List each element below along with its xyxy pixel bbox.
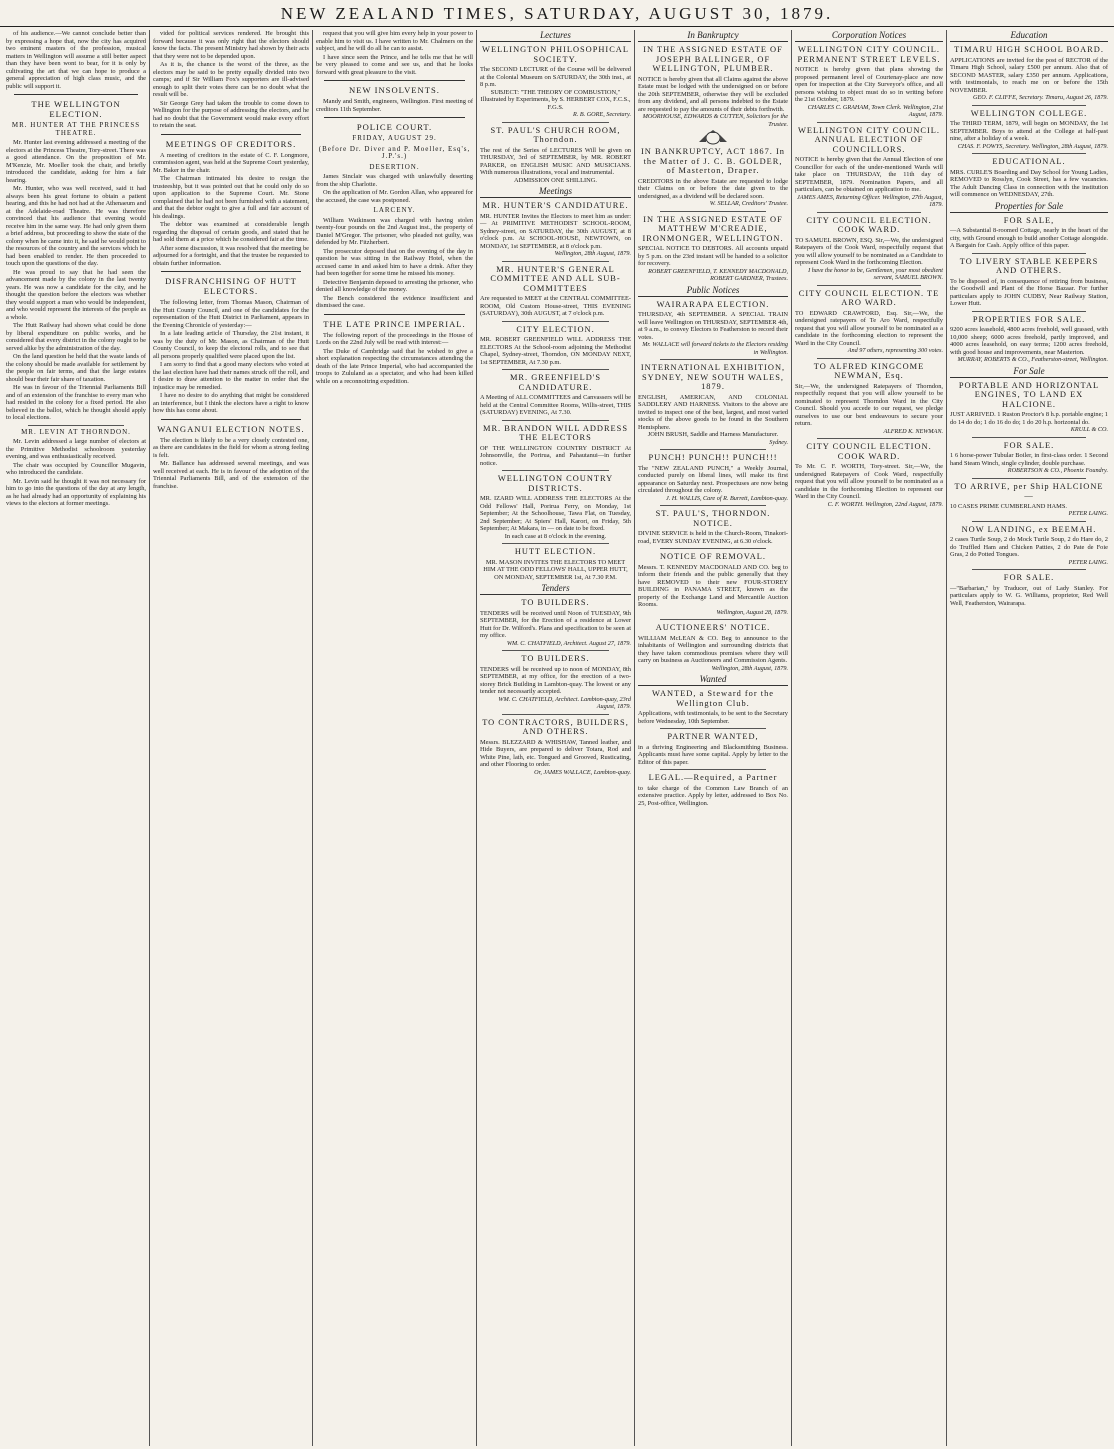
advertisement [795, 362, 943, 436]
divider [972, 478, 1086, 479]
article-paragraph: Mr. Levin said he thought it was not necessary for him to go into the questions of the day at any length, as he had already had an opportunity of explaining his views to the electors at former meetings. [6, 477, 146, 507]
ad-heading: WELLINGTON CITY COUNCIL. ANNUAL ELECTION OF COUNCILLORS. [798, 125, 940, 154]
article-paragraph: Mr. Levin addressed a large number of electors at the Primitive Methodist schoolroom yesterday evening, and was enthusiastically received. [6, 438, 146, 460]
ad-signature: ALFRED K. NEWMAN. [883, 427, 943, 435]
advertisement [638, 215, 788, 283]
ad-heading: TIMARU HIGH SCHOOL BOARD. [954, 45, 1104, 54]
advertisement [480, 126, 631, 185]
divider [324, 80, 465, 81]
ad-heading: PARTNER WANTED, [667, 732, 759, 741]
ad-heading: EDUCATIONAL. [992, 157, 1066, 166]
divider [502, 369, 609, 370]
article-paragraph: The Duke of Cambridge said that he wished to give a short explanation respecting the circumstances attending the death of the late Prince Imperial, who had accompanied the troops to Zululand as a spectator, and who had been killed while on a reconnoitring expedition. [316, 347, 473, 385]
ad-heading: AUCTIONEERS' NOTICE. [655, 623, 771, 632]
advertisement [950, 573, 1108, 607]
advertisement [480, 424, 631, 468]
ad-body: DIVINE SERVICE is held in the Church-Room, Tinakori-road, EVERY SUNDAY EVENING, at 6.30 o'clock. [638, 530, 788, 545]
ad-body: 10 CASES PRIME CUMBERLAND HAMS. [950, 502, 1068, 510]
ad-heading: LEGAL.—Required, a Partner [648, 773, 778, 782]
advertisement [638, 147, 788, 208]
advertisement [950, 315, 1108, 364]
article-headline: MEETINGS OF CREDITORS. [165, 138, 297, 149]
divider [660, 548, 766, 549]
ad-body: 1 6 horse-power Tubular Boiler, in first-class order. 1 Second hand Steam Winch, single cylinder, double purchase. [950, 452, 1108, 467]
ad-body: The THIRD TERM, 1879, will begin on MONDAY, the 1st SEPTEMBER. Boys to attend at the College at half-past nine, after a holiday of a week. [950, 120, 1108, 142]
advertisement [950, 109, 1108, 151]
ad-signature: CHARLES C. GRAHAM, Town Clerk. Wellington, 21st August, 1879. [807, 103, 943, 118]
masthead [0, 0, 1114, 27]
advertisement [795, 216, 943, 282]
article-subheading: (Before Dr. Diver and P. Moeller, Esq's, J.P.'s.) [318, 144, 471, 160]
ad-heading: WANTED, a Steward for the Wellington Club. [652, 689, 774, 708]
advertisement [480, 201, 631, 258]
ad-body: 9200 acres leasehold, 4800 acres freehold, well grassed, with 10,000 sheep; 6000 acres freehold, partly improved, and 4000 acres leasehold, on easy terms; 1200 acres freehold, with good house and improvements, near Masterton. [950, 326, 1108, 356]
article-paragraph: Mr. Hunter, who was well received, said it had always been his great fortune to obtain a patient hearing, and this he had not had at the Athenaeum and at the Adelaide-road Theatre. He was therefore convinced that his audience that evening would receive him in the same way. He had only given them a brief address, but proceeding to show the state of the colony when he came into it, he said he would point to the resources of the country and the services which he had been enabled to render. He then proceeded to touch upon the questions of the day. [6, 185, 146, 267]
article-subheading: MR. LEVIN AT THORNDON. [21, 427, 131, 436]
divider [972, 105, 1086, 106]
divider [502, 470, 609, 471]
ad-body: in a thriving Engineering and Blacksmithing Business. Applicants must have some capital. Apply by letter to the Editor of this paper. [638, 743, 788, 766]
divider [972, 153, 1086, 154]
divider [502, 122, 609, 123]
ad-heading: TO ALFRED KINGCOME NEWMAN, Esq. [813, 361, 925, 380]
divider [817, 285, 921, 286]
advertisement [795, 289, 943, 355]
article-paragraph: On the land question he held that the waste lands of the colony should be made available for settlement by the people on fair terms, and that the large estates should bear their fair share of taxation. [6, 353, 146, 383]
section-header: Wanted [638, 674, 788, 686]
divider [817, 122, 921, 123]
advertisement [480, 325, 631, 367]
article-subheading: MR. HUNTER AT THE PRINCESS THEATRE. [11, 121, 141, 137]
divider [161, 419, 301, 420]
advertisement [638, 773, 788, 807]
ad-heading: MR. HUNTER'S GENERAL COMMITTEE AND ALL SUB-COMMITTEES [490, 264, 621, 293]
divider [817, 358, 921, 359]
ad-body: —"Barbarian," by Traducer, out of Lady Stanley. For particulars apply to W. G. Williams, proprietor, Red Well Well, Featherston, Wairarapa. [950, 584, 1108, 607]
ad-heading: TO ARRIVE, per Ship HALCIONE— [954, 481, 1104, 500]
ad-body: OF THE WELLINGTON COUNTRY DISTRICT At Johnsonville, the Porirua, and Pahautanui—in further notice. [480, 444, 631, 467]
divider [660, 505, 766, 506]
ad-body: SPECIAL NOTICE TO DEBTORS. All accounts unpaid by 5 p.m. on the 23rd instant will be handed to a solicitor for recovery. [638, 245, 788, 267]
ad-signature: KRULL & CO. [1070, 426, 1108, 433]
ad-heading: ST. PAUL'S, THORNDON. NOTICE. [655, 509, 771, 528]
divider [972, 521, 1086, 522]
ad-line: JOHN BRUSH, Saddle and Harness Manufacturer. [647, 431, 779, 438]
advertisement [480, 598, 631, 647]
advertisement [795, 442, 943, 508]
advertisement [950, 257, 1108, 308]
ad-body: APPLICATIONS are invited for the post of RECTOR of the Timaru High School, salary £500 per annum. Also that of SECOND MASTER, salary £350 per annum. Applications, with testimonials, to reach me on or before the 15th NOVEMBER. [950, 56, 1108, 94]
ad-heading: NOW LANDING, ex BEEMAH. [961, 524, 1097, 534]
ad-heading: WELLINGTON COUNTRY DISTRICTS. [497, 474, 614, 493]
divider [28, 425, 124, 426]
advertisement [480, 718, 631, 777]
ad-body: to take charge of the Common Law Branch of an extensive practice. Apply by letter, addressed to Box No. 25, Post-office, Wellington. [638, 784, 788, 807]
ad-heading: MR. GREENFIELD'S CANDIDATURE. [509, 373, 602, 392]
column-2 [150, 30, 313, 1446]
ad-heading: TO LIVERY STABLE KEEPERS AND OTHERS. [959, 256, 1099, 275]
advertisement [950, 157, 1108, 199]
divider [14, 94, 138, 95]
ad-signature: Wellington, 28th August, 1879. [554, 250, 631, 257]
article-headline: DISFRANCHISING OF HUTT ELECTORS. [165, 276, 297, 296]
article-subheading: FRIDAY, AUGUST 29. [352, 134, 437, 142]
article-paragraph: vided for political services rendered. He brought this forward because it was only right that the electors should know the facts. The present Ministry had shown by their acts that they were not to be depended upon. [153, 30, 309, 60]
ad-body: JUST ARRIVED. 1 Ruston Proctor's 8 h.p. portable engine; 1 do 14 do do; 1 do 16 do do; 1 do 20 h.p. horizontal do. [950, 411, 1108, 426]
advertisement [638, 689, 788, 725]
ad-signature: Wellington, August 28, 1879. [716, 608, 788, 616]
column-7 [947, 30, 1111, 1446]
divider [324, 117, 465, 118]
advertisement [480, 45, 631, 119]
ad-signature: And 97 others, representing 300 votes. [847, 347, 943, 354]
ad-heading: MR. HUNTER'S CANDIDATURE. [482, 201, 629, 210]
article-paragraph: The Hutt Railway had shown what could be done by liberal expenditure on public works, and he considered that every district in the colony ought to be served alike by the administration of the day. [6, 322, 146, 352]
column-1 [3, 30, 150, 1446]
divider [660, 211, 766, 212]
article-subheading: LARCENY. [373, 206, 416, 214]
divider [817, 212, 921, 213]
ad-heading: WELLINGTON CITY COUNCIL. PERMANENT STREET LEVELS. [797, 45, 941, 64]
advertisement [638, 552, 788, 616]
masthead-title: NEW ZEALAND TIMES, SATURDAY, AUGUST 30, 1879. [280, 4, 834, 23]
ad-signature: MOORHOUSE, EDWARDS & CUTTEN, Solicitors for the Trustee. [642, 113, 788, 128]
ad-heading: CITY COUNCIL ELECTION. COOK WARD. [806, 215, 932, 234]
advertisement [950, 441, 1108, 475]
article-paragraph: I have since seen the Prince, and he tells me that he will be very pleased to come and see us, and that he looks forward with great pleasure to the visit. [316, 53, 473, 76]
ad-heading: FOR SALE. [1003, 440, 1055, 450]
column-3 [313, 30, 477, 1446]
ad-body: The rest of the Series of LECTURES Will be given on THURSDAY, 3rd of SEPTEMBER, by MR. ROBERT PARKER, on ENGLISH MUSIC AND MUSICIANS. With numerous illustrations, vocal and instrumental. [480, 146, 631, 176]
ad-heading: HUTT ELECTION. [514, 547, 597, 556]
divider [972, 311, 1086, 312]
advertisement [950, 216, 1108, 250]
ad-heading: IN BANKRUPTCY, ACT 1867. In the Matter of J. C. B. GOLDER, of Masterton, Draper. [641, 147, 785, 175]
ad-body: A Meeting of ALL COMMITTEES and Canvassers will be held at the Central Committee Rooms, Willis-street, THIS (SATURDAY) EVENING, At 7.30. [480, 394, 631, 416]
ad-body: NOTICE is hereby given that the Annual Election of one Councillor for each of the under-mentioned Wards will take place on THURSDAY, the 11th day of SEPTEMBER, 1879. Nomination Papers, and all particulars, can be obtained on application to me. [795, 156, 943, 193]
advertisement [638, 45, 788, 128]
article-headline: POLICE COURT. [356, 122, 433, 132]
ad-heading: PUNCH! PUNCH!! PUNCH!!! [648, 453, 778, 462]
advertisement [480, 373, 631, 417]
ad-heading: INTERNATIONAL EXHIBITION, SYDNEY, NEW SOUTH WALES, 1879. [640, 363, 786, 391]
ad-heading: PROPERTIES FOR SALE. [972, 314, 1086, 324]
article-headline: NEW INSOLVENTS. [349, 85, 440, 95]
section-header: Tenders [480, 583, 631, 595]
ad-signature: GEO. F. CLIFFE, Secretary. Timaru, August 26, 1879. [973, 94, 1108, 101]
article-headline: THE WELLINGTON ELECTION. [31, 99, 121, 119]
article-paragraph: The election is likely to be a very closely contested one, as there are candidates in the field for whom a strong feeling is felt. [153, 436, 309, 459]
section-header: Public Notices [638, 285, 788, 297]
ad-line: SUBJECT: "THE THEORY OF COMBUSTION," Illustrated by Experiments, by S. HERBERT COX, F.C.S., F.G.S. [480, 88, 631, 111]
ad-signature: R. B. GORE, Secretary. [572, 111, 631, 118]
article-paragraph: The Chairman intimated his desire to resign the trusteeship, but it was pointed out that he could only do so upon application to the Supreme Court. Mr. Stone complained that he had not been furnished with a statement, and that the debtor ought to give a full and fair account of his dealings. [153, 175, 309, 220]
ad-signature: Mr. WALLACE will forward tickets to the Electors residing in Wellington. [642, 341, 788, 356]
divider [161, 134, 301, 135]
ad-signature: WM. C. CHATFIELD, Architect. Lambton-quay, 23rd August, 1879. [498, 695, 631, 710]
article-text: of his audience.—We cannot conclude better than by expressing a hope that, now the city has acquired two eminent masters of the profession, musical matters in Wellington will assume a still better aspect than they have been wont to bear, for it is only by cultivating the art that we can hope to produce a general appreciation of high class music, and the public will support it. [6, 30, 146, 90]
divider [660, 449, 766, 450]
divider [972, 569, 1086, 570]
advertisement [950, 381, 1108, 434]
divider [660, 769, 766, 770]
advertisement [638, 363, 788, 446]
ad-heading: WAIRARAPA ELECTION. [656, 299, 770, 309]
article-paragraph: The debtor was examined at considerable length regarding the disposal of certain goods, and stated that he had sold them at a price which he considered fair at the time. [153, 221, 309, 243]
ad-heading: ST. PAUL'S CHURCH ROOM, Thorndon. [490, 125, 621, 144]
ad-signature: PETER LAING. [1068, 558, 1108, 566]
royal-crest-icon [689, 130, 737, 145]
ad-heading: TO BUILDERS. [521, 598, 590, 607]
ad-signature: ROBERTSON & CO., Phoenix Foundry. [1007, 467, 1108, 474]
divider [502, 261, 609, 262]
advertisement [950, 482, 1108, 518]
section-header: Education [950, 30, 1108, 42]
ad-heading: TO CONTRACTORS, BUILDERS, AND OTHERS. [482, 717, 629, 736]
ad-body: ENGLISH, AMERICAN, AND COLONIAL SADDLERY AND HARNESS. Visitors to the above are invited to inspect one of the best, largest, and most varied stocks of the above goods to be found in the Southern Hemisphere. [638, 393, 788, 431]
divider [502, 543, 609, 544]
ad-line: ADMISSION ONE SHILLING. [514, 176, 597, 184]
divider [660, 359, 766, 360]
article-paragraph: The chair was occupied by Councillor Mugavin, who introduced the candidate. [6, 461, 146, 476]
divider [660, 728, 766, 729]
section-header: Lectures [480, 30, 631, 42]
column-5 [635, 30, 792, 1446]
advertisement [950, 45, 1108, 102]
section-header: In Bankruptcy [638, 30, 788, 42]
divider [972, 253, 1086, 254]
article-paragraph: As it is, the chance is the worst of the three, as the electors may be said to be pretty equally divided into two camps; and if Sir William Fox's supporters are ill-advised enough to split their votes there can be no doubt what the result will be. [153, 61, 309, 98]
ad-body: WILLIAM McLEAN & CO. Beg to announce to the inhabitants of Wellington and surrounding districts that they have taken commodious premises where they will carry on business as Auctioneers and Commission Agents. [638, 634, 788, 664]
ad-heading: FOR SALE. [1003, 573, 1055, 582]
ad-heading: IN THE ASSIGNED ESTATE OF MATTHEW M'CREADIE, IRONMONGER, WELLINGTON. [642, 214, 784, 243]
ad-body: Messrs. T. KENNEDY MACDONALD AND CO. beg to inform their friends and the public generally that they have REMOVED to their new FOUR-STOREY BUILDING in PANAMA STREET, known as the property of the Exchange Land and Mercantile Auction Rooms. [638, 563, 788, 608]
ad-heading: WELLINGTON PHILOSOPHICAL SOCIETY. [482, 45, 629, 64]
section-header: Corporation Notices [795, 30, 943, 42]
ad-body: To Mr. C. F. WORTH, Tory-street. Sir,—We, the undersigned Ratepayers of Cook Ward, respectfully request that you will allow yourself to be nominated as a candidate in the forthcoming Election to represent our Ward in the City Council. [795, 463, 943, 500]
ad-body: 2 cases Turtle Soup, 2 do Mock Turtle Soup, 2 do Hare do, 2 do Truffled Ham and Chicken Patties, 2 do Pate de Foie Gras, 2 do Potted Tongues. [950, 536, 1108, 558]
article-paragraph: He was proud to say that he had seen the advancement made by the colony in the last twenty years. He was now a candidate for the city, and he thought the question before the electors was whether they would support a man who would be independent, and who would represent the interests of the people as a whole. [6, 268, 146, 321]
ad-signature: CHAS. F. POWYS, Secretary. Wellington, 28th August, 1879. [957, 142, 1108, 150]
section-header: Meetings [480, 186, 631, 198]
advertisement [638, 509, 788, 545]
ad-body: THURSDAY, 4th SEPTEMBER. A SPECIAL TRAIN will leave Wellington on THURSDAY, SEPTEMBER 4th, at 9 a.m., to convey Electors to Featherston to record their votes. [638, 311, 788, 341]
ad-body: Messrs. BLEZZARD & WHISHAW, Tanned leather, and Hide Buyers, are prepared to deliver Totara, Rod and White Pine, lath, etc. Tongued and Grooved, Rusticating, and other Flooring to order. [480, 738, 631, 768]
ad-heading: FOR SALE, [1003, 215, 1055, 225]
ad-signature: I have the honor to be, Gentlemen, your most obedient servant, SAMUEL BROWN. [808, 266, 943, 281]
advertisement [480, 547, 631, 581]
ad-body: MRS. CURLE'S Boarding and Day School for Young Ladies, REMOVED to Rosslyn, Cook Street, has a few vacancies. The Adult Dancing Class in connection with the institution will commence on WEDNESDAY, 27th. [950, 168, 1108, 198]
article-paragraph: William Watkinson was charged with having stolen twenty-four pounds on the 2nd August inst., the property of Daniel M'Gregor. The prisoner, who pleaded not guilty, was defended by Mr. Fitzherbert. [316, 216, 473, 246]
article-paragraph: Mr. Hunter last evening addressed a meeting of the electors at the Princess Theatre, Tory-street. There was a good attendance. On the proposition of Mr. M'Kenzie, Mr. Moeller took the chair, and briefly introduced the candidate, asking for him a fair hearing. [6, 139, 146, 184]
ad-body: Applications, with testimonials, to be sent to the Secretary before Wednesday, 10th September. [638, 710, 788, 725]
advertisement [795, 45, 943, 119]
divider [324, 314, 465, 315]
ad-body: The "NEW ZEALAND PUNCH," a Weekly Journal, conducted purely on liberal lines, will make its first appearance on Saturday next. Prospectuses are now being circulated throughout the colony. [638, 464, 788, 494]
divider [972, 437, 1086, 438]
ad-heading: NOTICE OF REMOVAL. [659, 552, 767, 561]
article-paragraph: In a late leading article of Thursday, the 21st instant, it was by the duty of Mr. Mason, as Chairman of the Hutt County Council, to keep the electoral rolls, and to see that all persons properly qualified were placed upon the list. [153, 330, 309, 360]
ad-body: TENDERS will be received up to noon of MONDAY, 8th SEPTEMBER, at my office, for the erection of a two-storey Brick Building in Lambton-quay. The lowest or any tender not necessarily accepted. [480, 665, 631, 695]
ad-signature: Or, JAMES WALLACE, Lambton-quay. [534, 768, 631, 776]
ad-body: The SECOND LECTURE of the Course will be delivered at the Colonial Museum on SATURDAY, the 30th inst., at 8 p.m. [480, 66, 631, 88]
divider [660, 619, 766, 620]
advertisement [950, 525, 1108, 567]
ad-body: To be disposed of, in consequence of retiring from business, the Goodwill and Plant of the Horse Bazaar. For further particulars apply to JOHN CUDBY, Near Railway Station, Lower Hutt. [950, 277, 1108, 307]
article-paragraph: The prosecutor deposed that on the evening of the day in question he was sitting in the Railway Hotel, when the accused came in and asked him to have a drink. After they had been together for some time he missed his money. [316, 247, 473, 277]
article-paragraph: I have no desire to do anything that might be considered an interference, but I think the electors have a right to know how this has come about. [153, 392, 309, 414]
article-paragraph: I am sorry to find that a good many electors who voted at the last election have had their names struck off the roll, and I desire to draw attention to the matter in order that the injustice may be remedied. [153, 361, 309, 391]
ad-body: TO EDWARD CRAWFORD, Esq. Sir,—We, the undersigned ratepayers of Te Aro Ward, respectfully request that you will allow yourself to be nominated as a candidate in the forthcoming election to represent the Ward in the City Council. [795, 309, 943, 347]
ad-heading: MR. BRANDON WILL ADDRESS THE ELECTORS [483, 423, 628, 442]
columns [3, 30, 1111, 1446]
section-header: Properties for Sale [950, 201, 1108, 213]
ad-signature: ROBERT GREENFIELD, T. KENNEDY MACDONALD, ROBERT GARDNER, Trustees. [648, 267, 788, 282]
ad-body: MR. HUNTER Invites the Electors to meet him as under:— At PRIMITIVE METHODIST SCHOOL-ROOM, Sydney-street, on SATURDAY, the 30th AUGUST, at 8 o'clock p.m. At SCHOOL-HOUSE, NEWTOWN, on MONDAY, 1st SEPTEMBER, at 8 o'clock p.m. [480, 212, 631, 250]
advertisement [638, 300, 788, 357]
ad-heading: WELLINGTON COLLEGE. [970, 108, 1088, 118]
article-paragraph: Detective Benjamin deposed to arresting the prisoner, who denied all knowledge of the money. [316, 278, 473, 293]
ad-heading: CITY COUNCIL ELECTION. COOK WARD. [806, 442, 932, 461]
article-paragraph: request that you will give him every help in your power to enable him to visit us. I have written to Mr. Chalmers on the subject, and he will do all he can to assist. [316, 30, 473, 52]
article-subheading: DESERTION. [369, 162, 420, 171]
advertisement [795, 126, 943, 209]
article-paragraph: On the application of Mr. Gordon Allan, who appeared for the accused, the case was postponed. [316, 189, 473, 204]
article-paragraph: Sir George Grey had taken the trouble to come down to Wellington for the purpose of addressing the electors, and he had no doubt that the Government would make every effort to retain the seat. [153, 99, 309, 129]
ad-body: Sir,—We, the undersigned Ratepayers of Thorndon, respectfully request that you will allow yourself to be nominated to represent Thorndon Ward in the City Council. Should you accede to our request, we pledge ourselves to use our best endeavours to secure your return. [795, 382, 943, 427]
ad-signature: W. SELLAR, Creditors' Trustee. [709, 200, 788, 207]
divider [502, 650, 609, 651]
article-paragraph: Mandy and Smith, engineers, Wellington. First meeting of creditors 11th September. [316, 98, 473, 113]
ad-signature: MURRAY, ROBERTS & CO., Featherston-street, Wellington. [957, 356, 1108, 363]
ad-line: In each case at 8 o'clock in the evening. [504, 532, 607, 540]
article-headline: WANGANUI ELECTION NOTES. [157, 423, 305, 434]
ad-body: Are requested to MEET at the CENTRAL COMMITTEE-ROOM, Old Custom House-street, THIS EVENING (SATURDAY), 30th AUGUST, at 7 o'clock p.m. [480, 295, 631, 317]
ad-heading: IN THE ASSIGNED ESTATE OF JOSEPH BALLINGER, OF WELLINGTON, PLUMBER. [643, 45, 783, 73]
ad-body: NOTICE is hereby given that plans showing the proposed permanent level of Courtenay-place are now open for inspection at the City Surveyor's office, and all persons wishing to object must do so in writing before the 21st October, 1879. [795, 66, 943, 103]
article-paragraph: After some discussion, it was resolved that the meeting be adjourned for a fortnight, and that the trustee be requested to obtain further information. [153, 244, 309, 267]
divider [502, 321, 609, 322]
divider [817, 438, 921, 439]
article-paragraph: The following report of the proceedings in the House of Lords on the 22nd July will be read with interest:— [316, 331, 473, 346]
divider [161, 271, 301, 272]
article-paragraph: He was in favour of the Triennial Parliaments Bill and of an extension of the franchise to every man who had resided in the colony for a fixed period. He also believed in the ballot, which he thought should apply to local elections. [6, 384, 146, 421]
ad-heading: PORTABLE AND HORIZONTAL ENGINES, TO LAND EX HALCIONE. [958, 380, 1100, 409]
ad-heading: CITY COUNCIL ELECTION. TE ARO WARD. [798, 288, 940, 307]
ad-body: CREDITORS in the above Estate are requested to lodge their Claims on or before the date given to the undersigned, as a dividend will be declared soon. [638, 177, 788, 200]
ad-signature: Sydney. [769, 438, 788, 446]
ad-signature: Wellington, 28th August, 1879. [711, 664, 788, 672]
advertisement [638, 623, 788, 672]
ad-heading: CITY ELECTION. [516, 324, 595, 334]
ad-body: MR. ROBERT GREENFIELD WILL ADDRESS THE ELECTORS At the School-room adjoining the Methodist Chapel, Sydney-street, Thorndon, ON MONDAY NEXT, 1st SEPTEMBER, At 7.30 p.m. [480, 336, 631, 366]
advertisement [480, 654, 631, 711]
ad-signature: JAMES AMES, Returning Officer. Wellington, 27th August, 1879. [797, 193, 943, 208]
ad-body: MR. MASON INVITES THE ELECTORS TO MEET HIM AT THE ODD FELLOWS' HALL, UPPER HUTT, ON MONDAY, SEPTEMBER 1st, At 7.30 P.M. [483, 558, 628, 581]
ad-body: MR. IZARD WILL ADDRESS THE ELECTORS At the Odd Fellows' Hall, Porirua Ferry, on Monday, 1st September; At the Schoolhouse, Tawa Flat, on Tuesday, 2nd September; At Spiers' Hall, Karori, on Friday, 5th September; At Makara, in — on date to be fixed. [480, 495, 631, 532]
ad-signature: WM. C. CHATFIELD, Architect. August 27, 1879. [506, 639, 631, 647]
divider [502, 420, 609, 421]
ad-signature: PETER LAING. [1068, 510, 1108, 517]
article-paragraph: Mr. Ballance has addressed several meetings, and was well received at each. He is in favour of the adoption of the Triennial Parliaments Bill, and of the extension of the franchise. [153, 460, 309, 490]
article-paragraph: James Sinclair was charged with unlawfully deserting from the ship Charlotte. [316, 173, 473, 188]
article-headline: THE LATE PRINCE IMPERIAL. [323, 318, 466, 329]
article-paragraph: The following letter, from Thomas Mason, Chairman of the Hutt County Council, and one of the candidates for the representation of the Hutt District in Parliament, appears in the Evening Chronicle of yesterday:— [153, 299, 309, 329]
article-paragraph: The Bench considered the evidence insufficient and dismissed the case. [316, 294, 473, 309]
ad-body: NOTICE is hereby given that all Claims against the above Estate must be lodged with the undersigned on or before the 20th SEPTEMBER, otherwise they will be excluded from any dividend, and all persons indebted to the Estate are requested to pay the amounts of their debts forthwith. [638, 75, 788, 113]
advertisement [480, 265, 631, 318]
divider [502, 714, 609, 715]
ad-body: —A Substantial 8-roomed Cottage, nearly in the heart of the city, with Ground enough to build another Cottage alongside. A Bargain for Cash. Apply office of this paper. [950, 227, 1108, 249]
advertisement [638, 732, 788, 766]
ad-heading: TO BUILDERS. [521, 654, 590, 663]
ad-signature: J. H. WALLIS, Care of R. Burrett, Lambton-quay. [666, 494, 788, 502]
ad-body: TENDERS will be received until Noon of TUESDAY, 9th SEPTEMBER, for the Erection of a residence at Lower Hutt for Dr. Wilford's. Plans and specification to be seen at my office. [480, 609, 631, 639]
advertisement [480, 474, 631, 540]
section-header: For Sale [950, 366, 1108, 378]
column-6 [792, 30, 947, 1446]
column-4 [477, 30, 635, 1446]
ad-body: TO SAMUEL BROWN, ESQ. Sir,—We, the undersigned Ratepayers of the Cook Ward, respectfully request that you will allow yourself to be nominated as a Candidate to represent Cook Ward in the forthcoming Election. [795, 236, 943, 266]
article-paragraph: A meeting of creditors in the estate of C. F. Longmore, commission agent, was held at the Supreme Court yesterday, Mr. Baker in the chair. [153, 151, 309, 174]
advertisement [638, 453, 788, 502]
ad-signature: C. F. WORTH. Wellington, 22nd August, 1879. [827, 500, 943, 508]
